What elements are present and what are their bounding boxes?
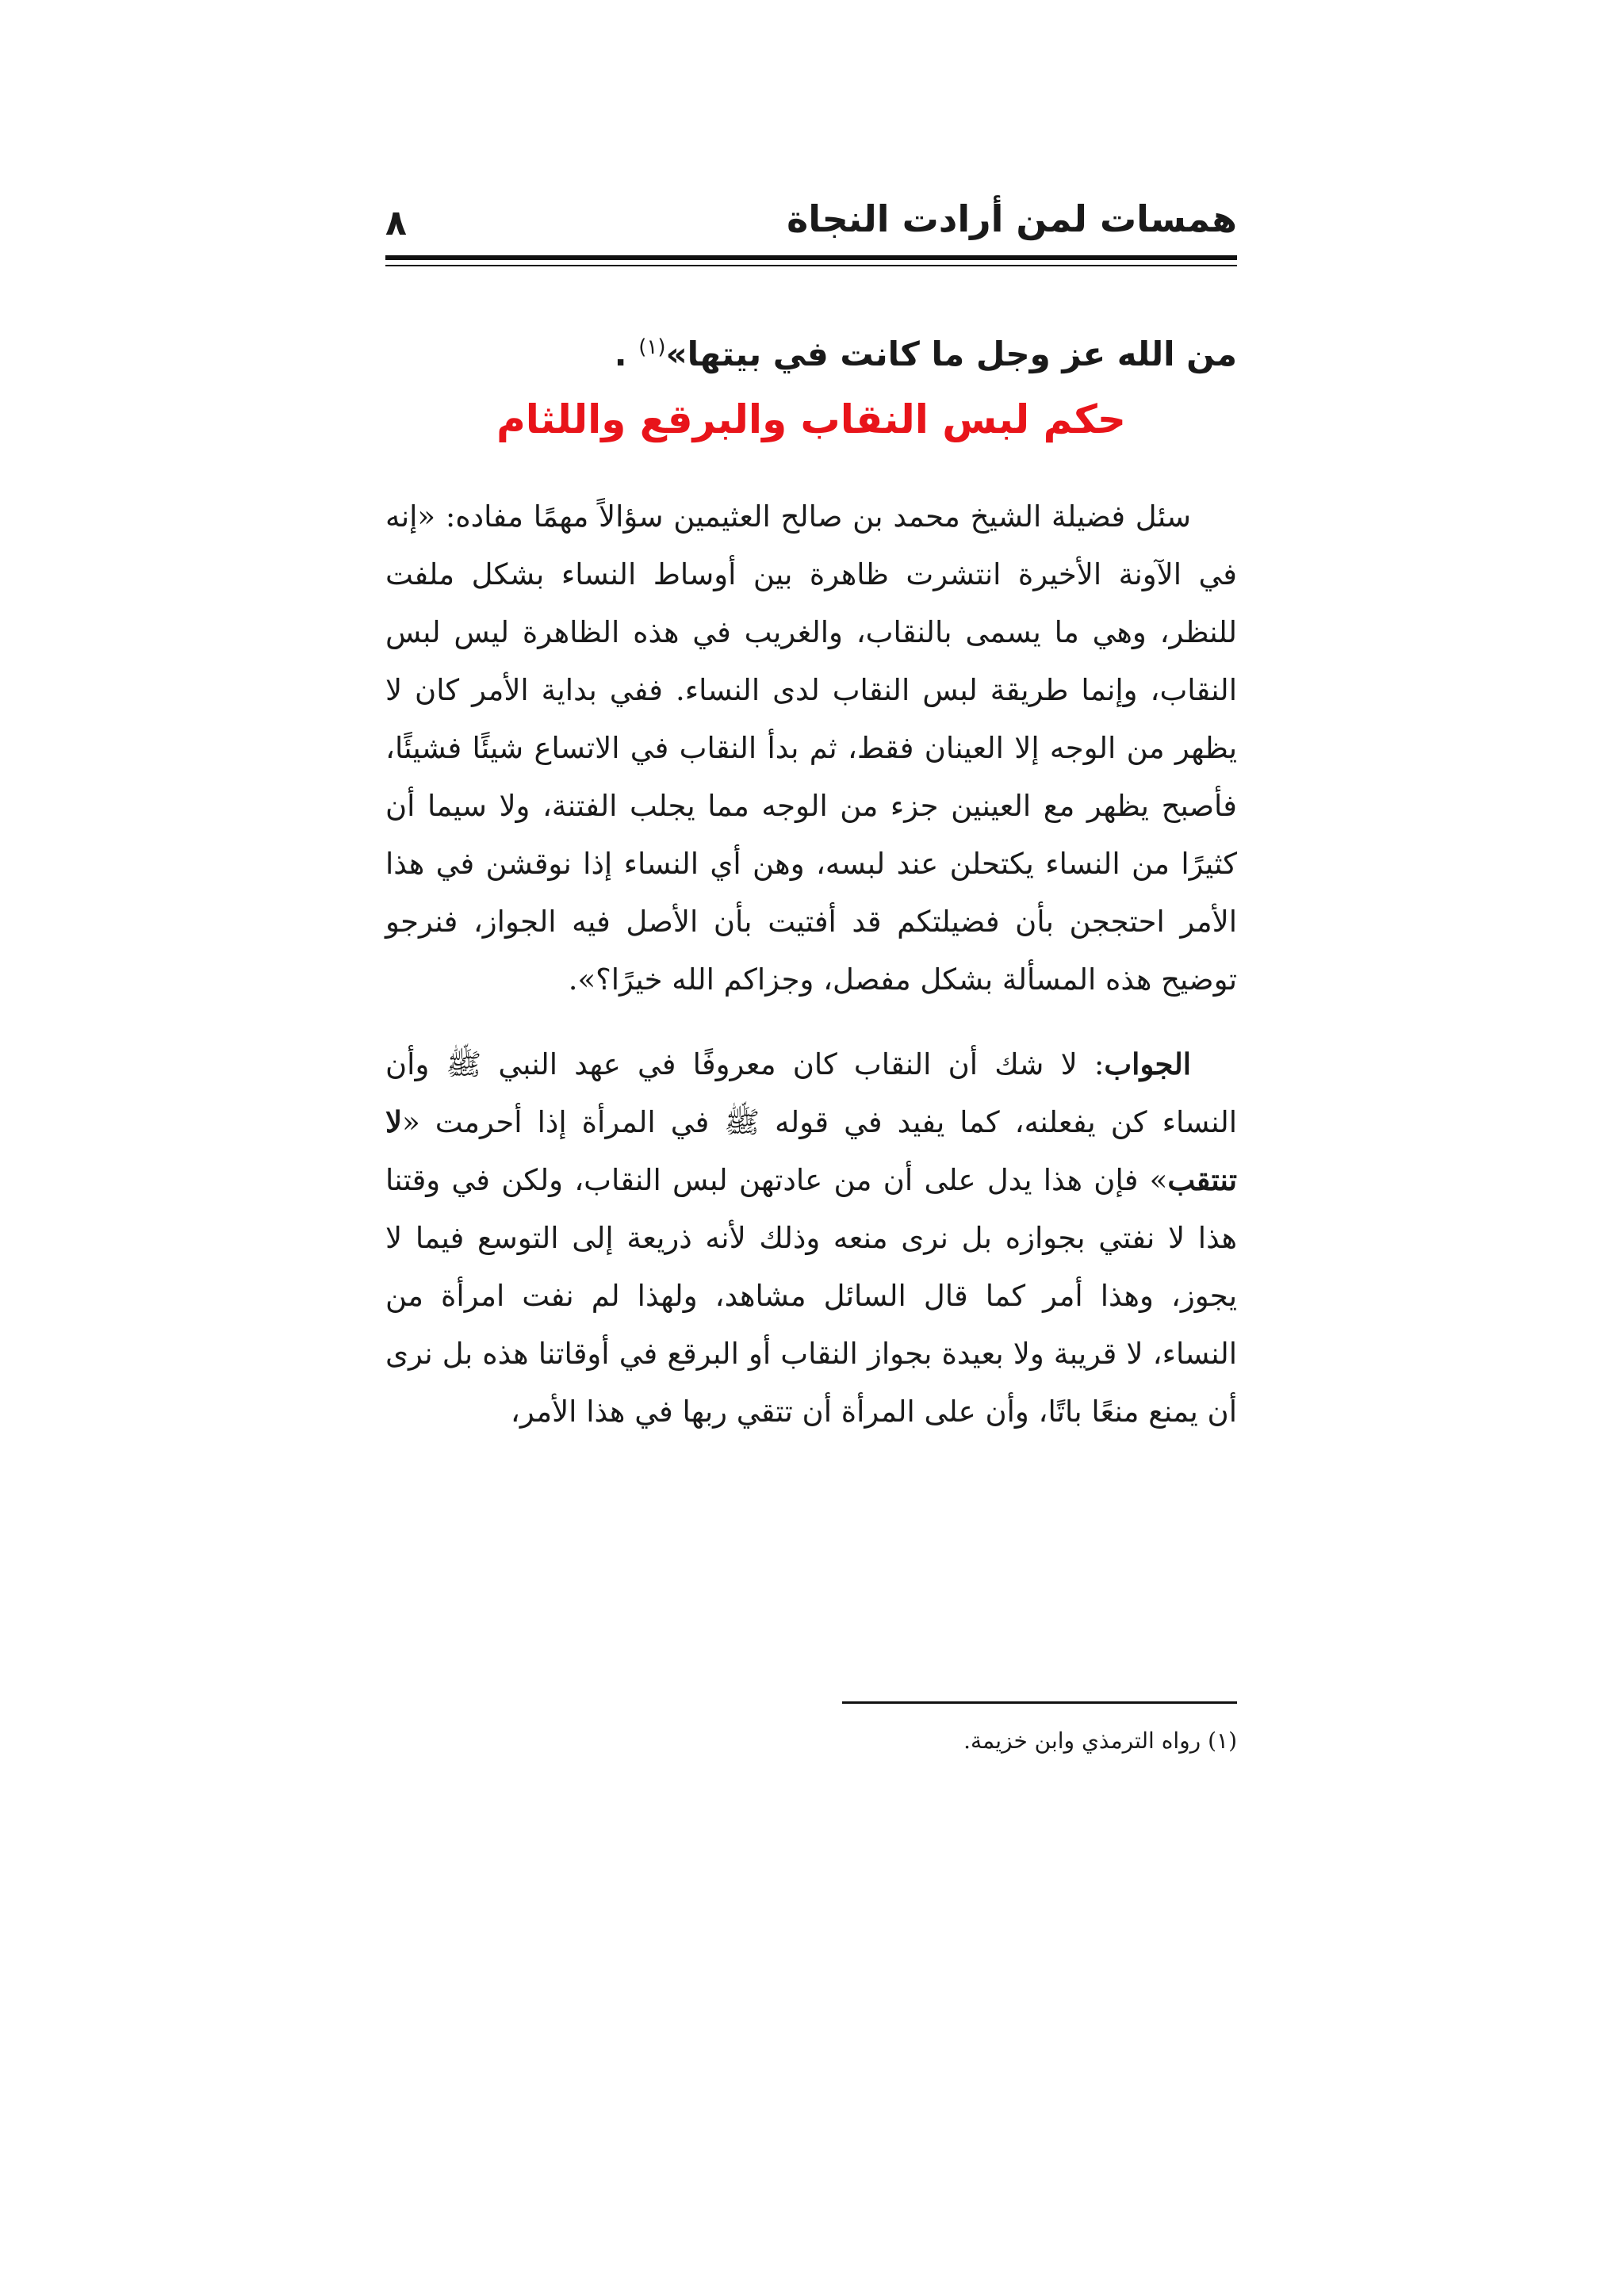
answer-text-part1: : لا شك أن النقاب كان معروفًا في عهد النبي ﷺ وأن النساء كن يفعلنه، كما يفيد في قوله ﷺ في المرأة إذا أحرمت «: [385, 1047, 1237, 1139]
footnote-reference: (١): [638, 335, 666, 359]
quote-continuation-tail: .: [614, 335, 639, 373]
quote-continuation: [385, 316, 1237, 386]
page-number: ٨: [385, 203, 407, 243]
question-text: سئل فضيلة الشيخ محمد بن صالح العثيمين سؤالاً مهمًا مفاده: «إنه في الآونة الأخيرة انتشرت ظاهرة بين أوساط النساء بشكل ملفت للنظر، وهي ما يسمى بالنقاب، والغريب في هذه الظاهرة ليس لبس النقاب، وإنما طريقة لبس النقاب لدى النساء. ففي بداية الأمر كان لا يظهر من الوجه إلا العينان فقط، ثم بدأ النقاب في الاتساع شيئًا فشيئًا، فأصبح يظهر مع العينين جزء من الوجه مما يجلب الفتنة، ولا سيما أن كثيرًا من النساء يكتحلن عند لبسه، وهن أي النساء إذا نوقشن في هذا الأمر احتججن بأن فضيلتكم قد أفتيت بأن الأصل فيه الجواز، فنرجو توضيح هذه المسألة بشكل مفصل، وجزاكم الله خيرًا؟».: [385, 499, 1237, 997]
answer-emphasis: لا تنتقب: [385, 1104, 1237, 1197]
question-paragraph: [385, 488, 1237, 1008]
book-title: همسات لمن أرادت النجاة: [787, 197, 1237, 240]
footnote-divider: [842, 1701, 1237, 1704]
section-heading: حكم لبس النقاب والبرقع واللثام: [496, 396, 1126, 442]
quote-continuation-text: من الله عز وجل ما كانت في بيتها»: [665, 335, 1237, 373]
page-body: [385, 316, 1237, 1441]
page-header: [385, 189, 1237, 252]
header-divider-thin: [385, 265, 1237, 266]
answer-label: الجواب: [1104, 1047, 1191, 1081]
footnote: (١) رواه الترمذي وابن خزيمة.: [963, 1728, 1237, 1754]
answer-text-part2: » فإن هذا يدل على أن من عادتهن لبس النقاب، ولكن في وقتنا هذا لا نفتي بجوازه بل نرى منعه وذلك لأنه ذريعة إلى التوسع فيما لا يجوز، وهذا أمر كما قال السائل مشاهد، ولهذا لم نفت امرأة من النساء، لا قريبة ولا بعيدة بجواز النقاب أو البرقع في أوقاتنا هذه بل نرى أن يمنع منعًا باتًا، وأن على المرأة أن تتقي ربها في هذا الأمر،: [385, 1163, 1237, 1429]
header-divider-thick: [385, 255, 1237, 260]
answer-paragraph: [385, 1035, 1237, 1441]
